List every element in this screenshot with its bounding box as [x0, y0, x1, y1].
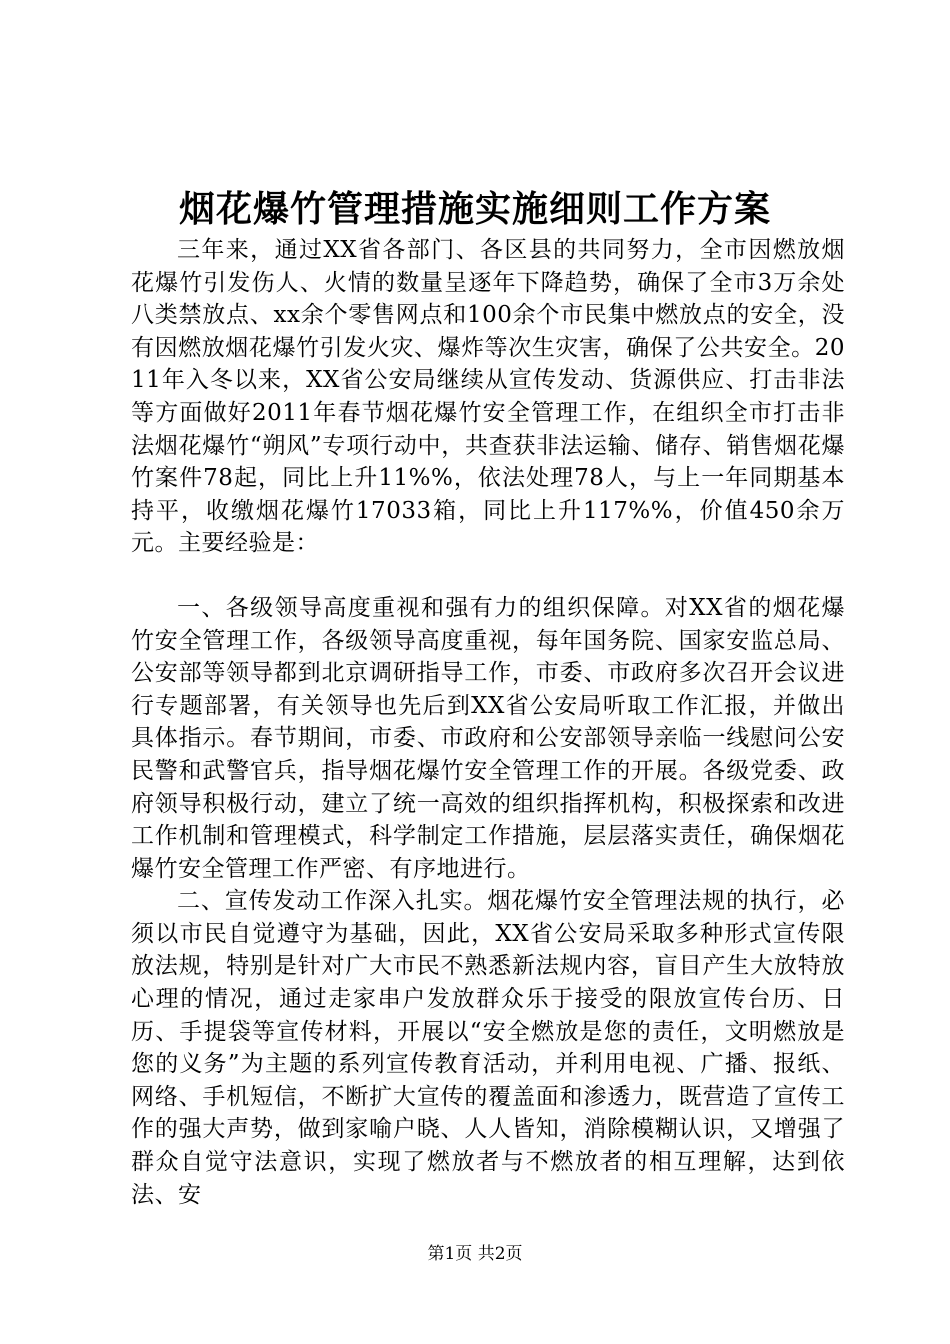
paragraph-intro: 三年来，通过XX省各部门、各区县的共同努力，全市因燃放烟花爆竹引发伤人、火情的数量呈逐年下降趋势，确保了全市3万余处八类禁放点、xx余个零售网点和100余个市民集中燃放点的安全，没有因燃放烟花爆竹引发火灾、爆炸等次生灾害，确保了公共安全。2011年入冬以来，XX省公安局继续从宣传发动、货源供应、打击非法等方面做好2011年春节烟花爆竹安全管理工作，在组织全市打击非法烟花爆竹“朔风”专项行动中，共查获非法运输、储存、销售烟花爆竹案件78起，同比上升11%%，依法处理78人，与上一年同期基本持平，收缴烟花爆竹17033箱，同比上升117%%，价值450余万元。主要经验是：	[131, 237, 845, 557]
page-number-footer: 第1页 共2页	[427, 1244, 523, 1264]
document-body	[131, 234, 845, 1211]
paragraph-section-2: 二、宣传发动工作深入扎实。烟花爆竹安全管理法规的执行，必须以市民自觉遵守为基础，因此，XX省公安局采取多种形式宣传限放法规，特别是针对广大市民不熟悉新法规内容，盲目产生大放特放心理的情况，通过走家串户发放群众乐于接受的限放宣传台历、日历、手提袋等宣传材料，开展以“安全燃放是您的责任，文明燃放是您的义务”为主题的系列宣传教育活动，并利用电视、广播、报纸、网络、手机短信，不断扩大宣传的覆盖面和渗透力，既营造了宣传工作的强大声势，做到家喻户晓、人人皆知，消除模糊认识，又增强了群众自觉守法意识，实现了燃放者与不燃放者的相互理解，达到依法、安	[131, 888, 845, 1208]
document-title: 烟花爆竹管理措施实施细则工作方案	[178, 188, 771, 230]
paragraph-section-1: 一、各级领导高度重视和强有力的组织保障。对XX省的烟花爆竹安全管理工作，各级领导高度重视，每年国务院、国家安监总局、公安部等领导都到北京调研指导工作，市委、市政府多次召开会议进行专题部署，有关领导也先后到XX省公安局听取工作汇报，并做出具体指示。春节期间，市委、市政府和公安部领导亲临一线慰问公安民警和武警官兵，指导烟花爆竹安全管理工作的开展。各级党委、政府领导积极行动，建立了统一高效的组织指挥机构，积极探索和改进工作机制和管理模式，科学制定工作措施，层层落实责任，确保烟花爆竹安全管理工作严密、有序地进行。	[131, 594, 845, 882]
